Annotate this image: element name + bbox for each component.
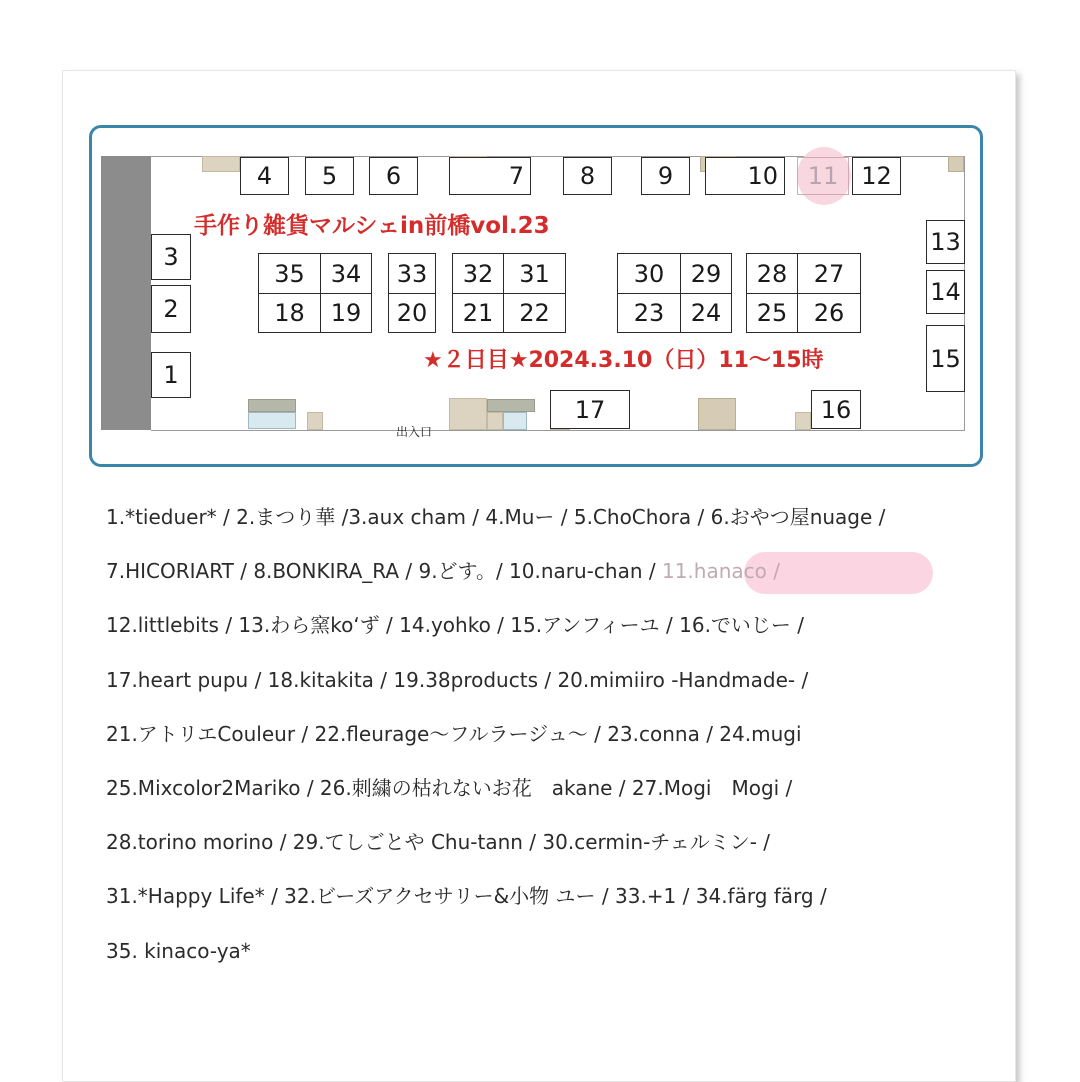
booth-24: 24: [680, 293, 732, 333]
booth-27: 27: [797, 253, 861, 294]
booth-25: 25: [746, 293, 798, 333]
booth-23: 23: [617, 293, 681, 333]
booth-3: 3: [151, 234, 191, 280]
furniture-block: [948, 156, 964, 172]
entrance-label: 出入口: [396, 425, 433, 439]
vendor-line: 1.*tieduer* / 2.まつり華 /3.aux cham / 4.Muー / 5.ChoChora / 6.おやつ屋nuage /: [106, 505, 886, 529]
booth-32: 32: [452, 253, 504, 294]
booth-20: 20: [388, 293, 436, 333]
furniture-block: [202, 156, 240, 172]
vendor-line: 31.*Happy Life* / 32.ビーズアクセサリー&小物 ユー / 33.+1 / 34.färg färg /: [106, 884, 827, 909]
vendor-line-part: 7.HICORIART / 8.BONKIRA_RA / 9.どす。/ 10.naru-chan /: [106, 559, 662, 584]
furniture-block: [449, 398, 487, 430]
vendor-list: [106, 500, 1006, 988]
event-date: ★２日目★2024.3.10（日）11～15時: [423, 348, 824, 373]
booth-9: 9: [641, 157, 690, 195]
booth-29: 29: [680, 253, 732, 294]
booth-21: 21: [452, 293, 504, 333]
vendor-line: 17.heart pupu / 18.kitakita / 19.38products / 20.mimiiro -Handmade- /: [106, 667, 809, 692]
booth-26: 26: [797, 293, 861, 333]
map-bottom-edge: [151, 430, 965, 431]
booth-18: 18: [258, 293, 321, 333]
booth-28: 28: [746, 253, 798, 294]
booth-33: 33: [388, 253, 436, 294]
vendor-line: [106, 554, 1006, 608]
furniture-block: [307, 412, 323, 430]
wall: [101, 156, 151, 430]
furniture-block: [248, 412, 296, 429]
booth-4: 4: [240, 157, 289, 195]
booth-7: 7: [449, 157, 531, 195]
vendor-line: 28.torino morino / 29.てしごとや Chu-tann / 30.cermin-チェルミン- /: [106, 830, 771, 855]
furniture-block: [487, 412, 503, 430]
booth-15: 15: [926, 325, 965, 392]
furniture-block: [248, 399, 296, 412]
furniture-block: [503, 412, 527, 430]
vendor-line: 21.アトリエCouleur / 22.fleurage～フルラージュ～ / 23.conna / 24.mugi: [106, 721, 802, 746]
booth-22: 22: [503, 293, 566, 333]
booth-17: 17: [550, 390, 630, 429]
booth-12: 12: [852, 157, 901, 195]
vendor-highlighted: 11.hanaco /: [661, 559, 780, 584]
booth-6: 6: [369, 157, 418, 195]
booth-16: 16: [811, 390, 861, 429]
booth-13: 13: [926, 220, 965, 264]
booth-19: 19: [320, 293, 372, 333]
event-title: 手作り雑貨マルシェin前橋vol.23: [194, 213, 550, 239]
vendor-line: 12.littlebits / 13.わら窯ko‘ず / 14.yohko / 15.アンフィーユ / 16.でいじー /: [106, 613, 805, 638]
booth-34: 34: [320, 253, 372, 294]
booth-2: 2: [151, 285, 191, 333]
booth-10: 10: [705, 157, 785, 195]
booth-35: 35: [258, 253, 321, 294]
booth-8: 8: [563, 157, 612, 195]
booth-31: 31: [503, 253, 566, 294]
booth-1: 1: [151, 352, 191, 398]
furniture-block: [487, 399, 535, 412]
booth-14: 14: [926, 270, 965, 314]
vendor-line: 35. kinaco-ya*: [106, 938, 251, 963]
furniture-block: [795, 412, 811, 430]
booth-5: 5: [305, 157, 354, 195]
furniture-block: [698, 398, 736, 430]
booth-11: 11: [797, 157, 849, 195]
booth-30: 30: [617, 253, 681, 294]
vendor-line: 25.Mixcolor2Mariko / 26.刺繍の枯れないお花 akane / 27.Mogi Mogi /: [106, 775, 793, 800]
